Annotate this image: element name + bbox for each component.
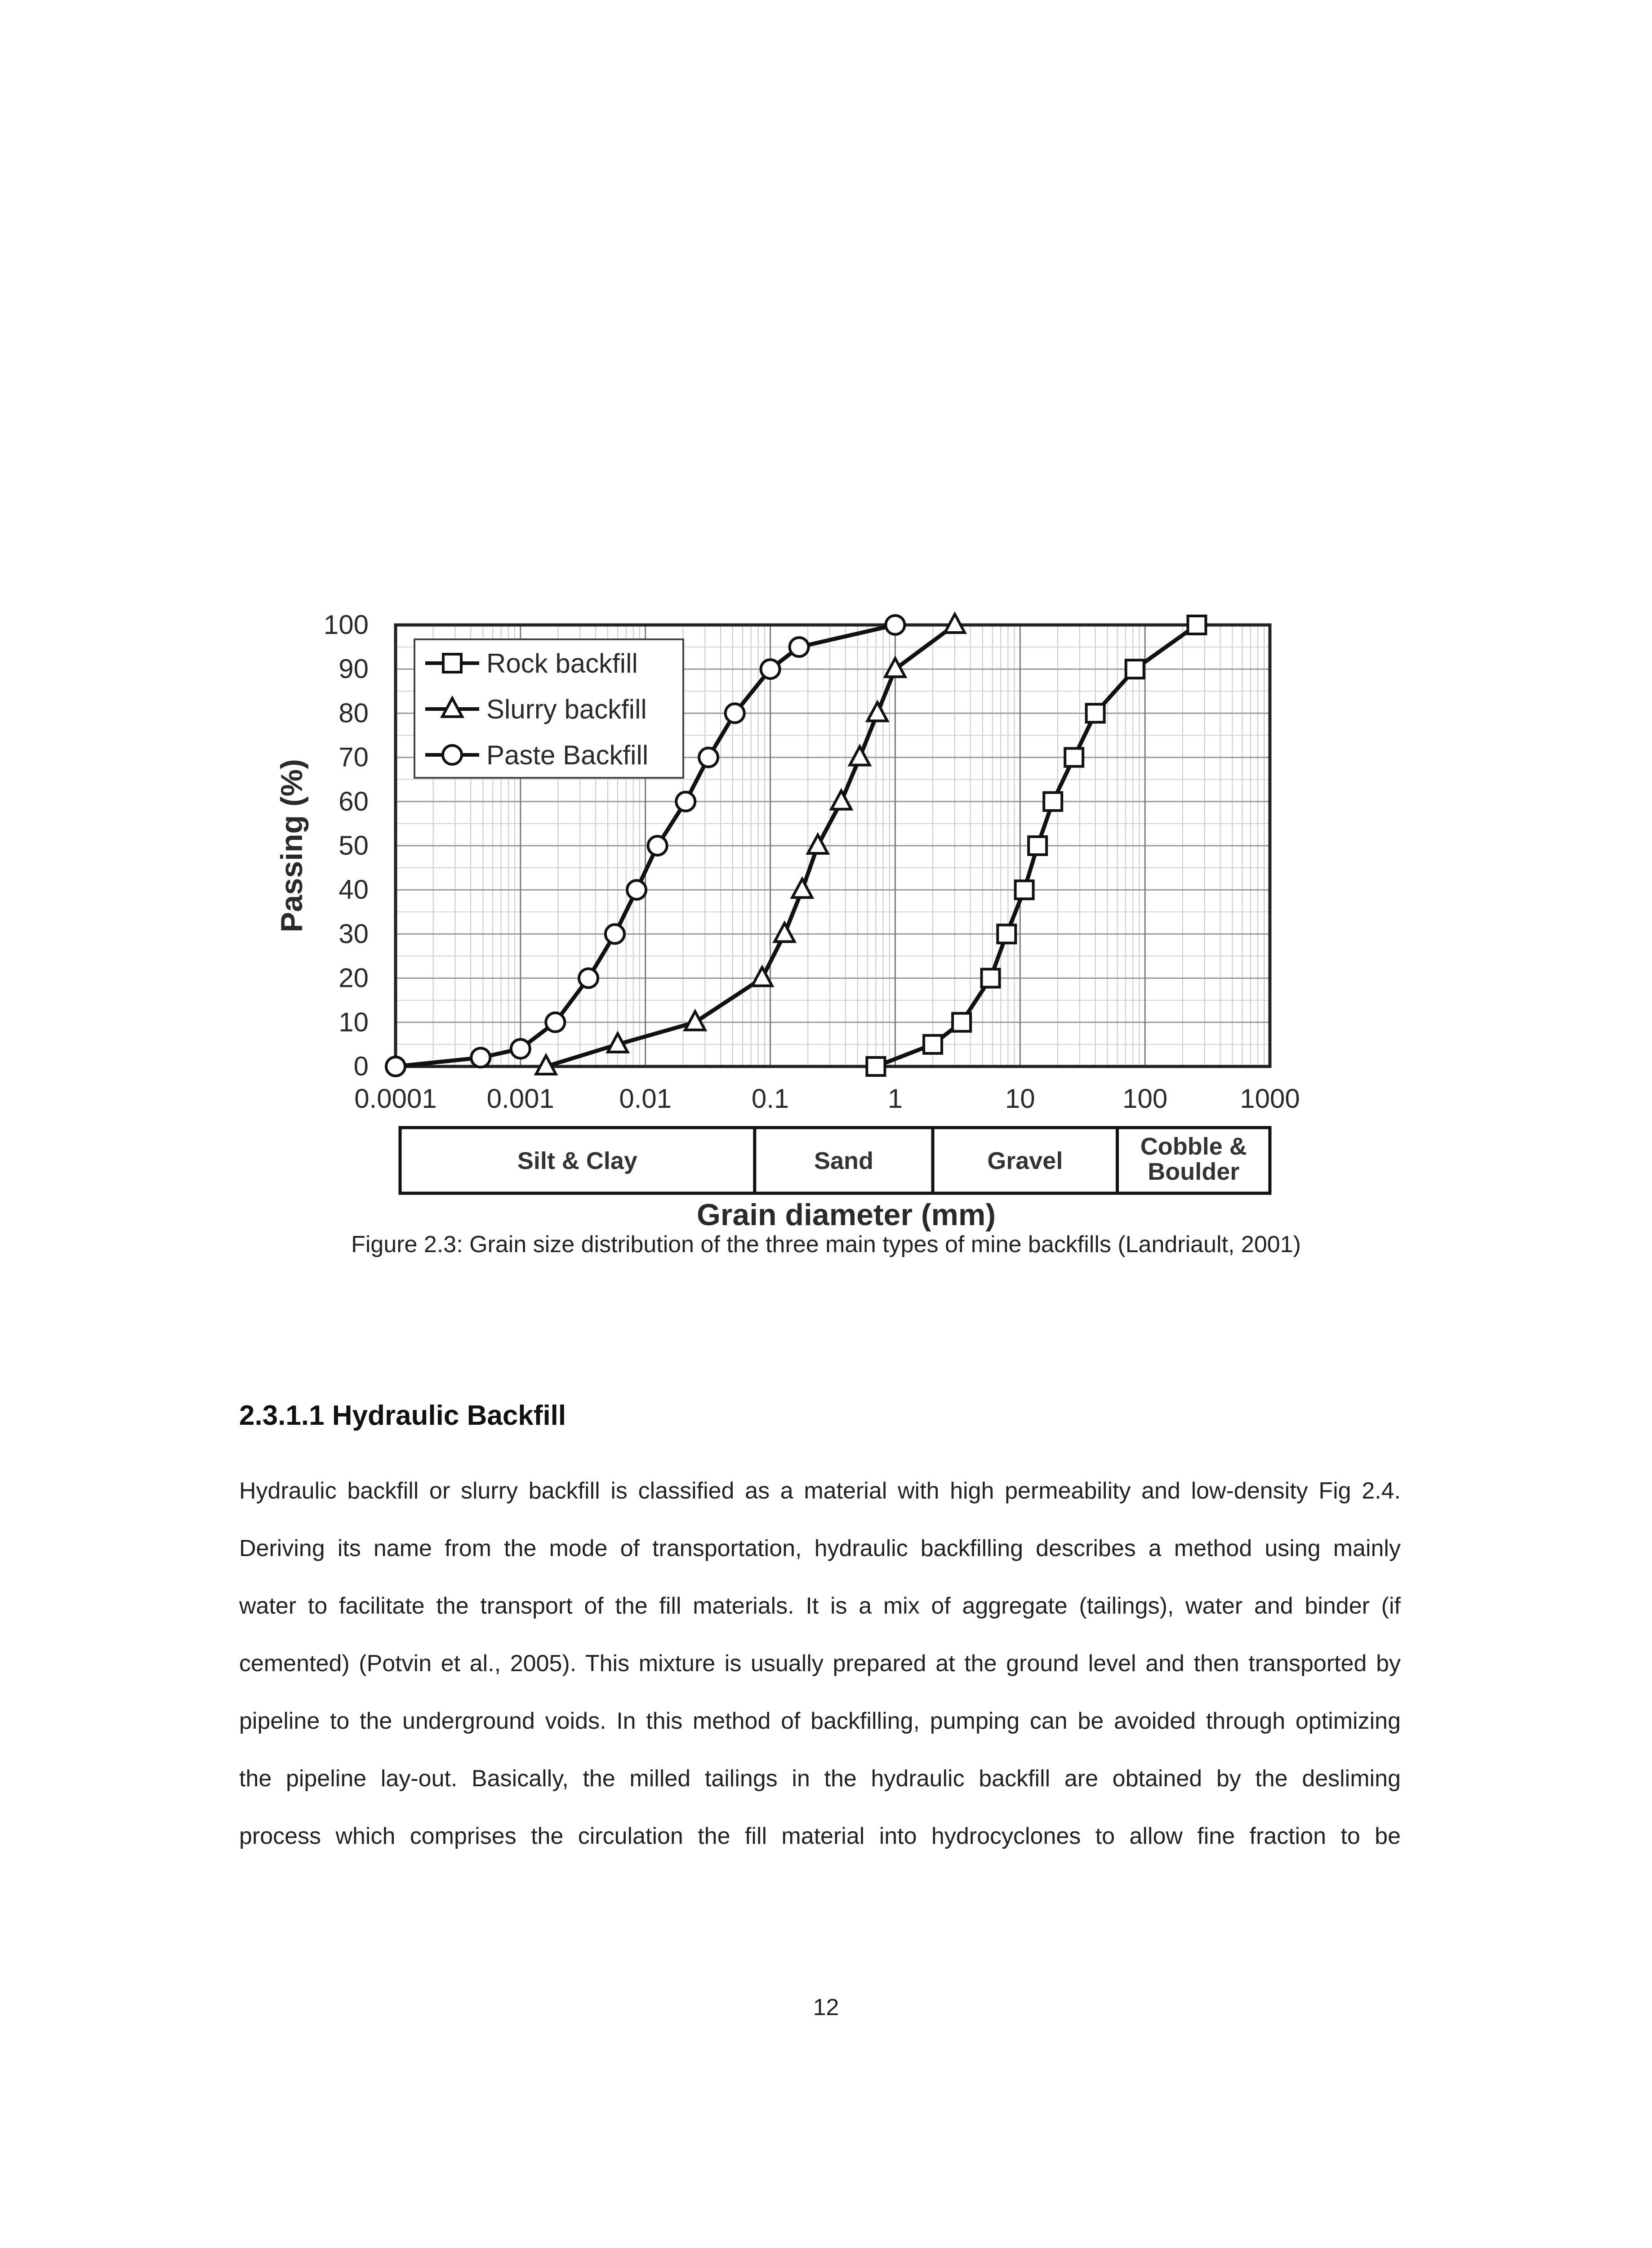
paste-backfill-point: [648, 836, 667, 855]
paste-backfill-point: [471, 1048, 490, 1067]
paste-backfill-point: [579, 969, 598, 988]
legend-label: Slurry backfill: [486, 694, 647, 724]
x-axis-label: Grain diameter (mm): [696, 1198, 996, 1232]
x-tick-label: 0.0001: [354, 1084, 437, 1114]
body-line: water to facilitate the transport of the fill materials. It is a mix of aggregate (tailings), water and binder (if: [239, 1593, 1401, 1619]
x-tick-label: 10: [1005, 1084, 1035, 1114]
y-axis-label: Passing (%): [275, 759, 309, 932]
legend-label: Paste Backfill: [486, 740, 649, 770]
rock-backfill-point: [1029, 837, 1046, 855]
legend-label: Rock backfill: [486, 648, 638, 678]
y-tick-label: 90: [338, 654, 369, 684]
band-label: Silt & Clay: [517, 1147, 637, 1174]
band-label: Sand: [814, 1147, 873, 1174]
body-line: Deriving its name from the mode of transportation, hydraulic backfilling describes a method using mainly: [239, 1535, 1401, 1561]
x-tick-label: 0.01: [619, 1084, 672, 1114]
y-tick-label: 20: [338, 963, 369, 993]
body-line: process which comprises the circulation the fill material into hydrocyclones to allow fine fraction to be: [239, 1823, 1401, 1849]
body-line: the pipeline lay-out. Basically, the milled tailings in the hydraulic backfill are obtained by the desliming: [239, 1766, 1401, 1792]
band-label: Gravel: [987, 1147, 1063, 1174]
body-line: pipeline to the underground voids. In this method of backfilling, pumping can be avoided through optimizing: [239, 1708, 1401, 1734]
y-tick-label: 10: [338, 1007, 369, 1037]
rock-backfill-point: [1015, 881, 1033, 899]
classification-band: [1118, 1128, 1270, 1193]
x-tick-label: 1000: [1240, 1084, 1300, 1114]
y-tick-label: 70: [338, 742, 369, 772]
rock-backfill-point: [953, 1013, 971, 1031]
paste-backfill-point: [606, 924, 624, 943]
y-tick-label: 30: [338, 919, 369, 949]
paste-backfill-point: [676, 792, 695, 811]
rock-backfill-point: [867, 1057, 885, 1075]
rock-backfill-point: [1086, 704, 1104, 722]
legend-swatch-marker: [443, 745, 462, 764]
paste-backfill-point: [627, 880, 646, 899]
page-number: 12: [813, 1994, 839, 2021]
rock-backfill-point: [1126, 660, 1144, 678]
rock-backfill-point: [1188, 616, 1206, 634]
paste-backfill-point: [699, 748, 718, 767]
rock-backfill-point: [982, 969, 1000, 987]
paste-backfill-point: [546, 1013, 565, 1032]
y-tick-label: 80: [338, 698, 369, 728]
band-label: Cobble &: [1140, 1133, 1247, 1160]
paste-backfill-point: [726, 704, 744, 723]
x-tick-label: 100: [1122, 1084, 1168, 1114]
x-tick-label: 1: [887, 1084, 903, 1114]
paste-backfill-point: [511, 1039, 530, 1058]
paste-backfill-point: [886, 616, 904, 634]
band-label: Boulder: [1148, 1158, 1240, 1185]
x-tick-label: 0.1: [751, 1084, 789, 1114]
y-tick-label: 40: [338, 874, 369, 905]
body-line: cemented) (Potvin et al., 2005). This mixture is usually prepared at the ground level and then transported by: [239, 1650, 1401, 1677]
y-tick-label: 50: [338, 830, 369, 861]
y-tick-label: 100: [323, 610, 369, 640]
rock-backfill-point: [1044, 793, 1062, 811]
x-tick-label: 0.001: [486, 1084, 554, 1114]
rock-backfill-point: [1065, 749, 1083, 767]
paste-backfill-point: [386, 1057, 405, 1076]
paste-backfill-point: [761, 660, 780, 678]
figure-caption: Figure 2.3: Grain size distribution of the three main types of mine backfills (Landriault, 2001): [351, 1231, 1301, 1258]
body-line: Hydraulic backfill or slurry backfill is classified as a material with high permeability and low-density Fig 2.4.: [239, 1478, 1401, 1504]
section-heading: 2.3.1.1 Hydraulic Backfill: [239, 1400, 566, 1431]
paste-backfill-point: [790, 638, 809, 656]
legend-swatch-marker: [443, 654, 461, 672]
y-tick-label: 0: [353, 1051, 369, 1081]
rock-backfill-point: [997, 925, 1015, 943]
classification-band: [933, 1128, 1117, 1193]
classification-band: [755, 1128, 933, 1193]
classification-band: [400, 1128, 755, 1193]
y-tick-label: 60: [338, 786, 369, 816]
body-paragraph: [239, 1462, 1401, 1865]
rock-backfill-point: [924, 1035, 942, 1053]
